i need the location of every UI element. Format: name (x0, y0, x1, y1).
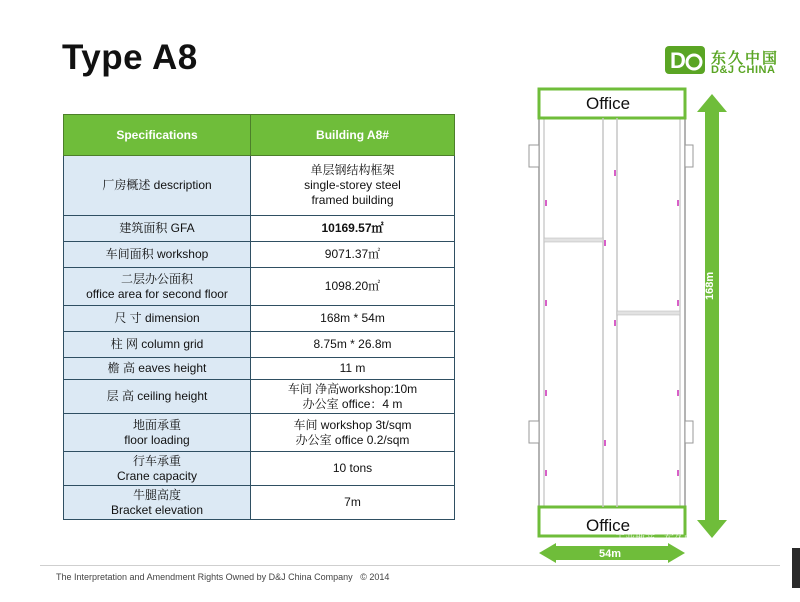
spec-key-line: office area for second floor (86, 286, 228, 301)
footer-divider (40, 565, 780, 566)
office-top-label: Office (586, 94, 631, 113)
spec-key-line: floor loading (124, 432, 190, 447)
cross-connector-2 (617, 311, 680, 315)
buttress-r2 (685, 421, 693, 443)
spec-value-line: 1098.20㎡ (324, 279, 381, 293)
width-label: 54m (599, 548, 622, 560)
footer-copyright: © 2014 (360, 572, 390, 582)
spec-value-line: 7m (344, 495, 361, 509)
spec-value-line: 车间 workshop 3t/sqm (293, 417, 412, 432)
footer-text: The Interpretation and Amendment Rights Owned by D&J China Company (56, 572, 353, 582)
spec-value-line: 办公室 office 0.2/sqm (295, 432, 410, 447)
spec-key-line: 柱 网 column grid (110, 337, 204, 351)
page-title: Type A8 (62, 38, 198, 77)
office-bottom-label: Office (586, 516, 631, 535)
logo-cn-text: 东久中国 (711, 49, 780, 67)
svg-text:D: D (670, 48, 686, 73)
length-label: 168m (704, 271, 716, 300)
spec-key-line: 二层办公面积 (120, 271, 193, 286)
spec-value-line: 办公室 office：4 m (302, 396, 403, 411)
spec-value-line: 单层钢结构框架 (310, 163, 395, 177)
header-specifications: Specifications (64, 115, 251, 156)
spec-key-line: 厂房概述 description (102, 178, 212, 192)
spec-key-line: 檐 高 eaves height (107, 361, 207, 375)
spec-key-line: 车间面积 workshop (105, 247, 209, 261)
footer (56, 572, 389, 582)
edge-strip (792, 548, 800, 588)
buttress-l2 (529, 421, 539, 443)
header-building: Building A8# (251, 115, 455, 156)
spec-key-line: 牛腿高度 (132, 487, 181, 502)
spec-key-line: 建筑面积 GFA (119, 221, 195, 235)
spec-key-line: 尺 寸 dimension (114, 311, 200, 325)
watermark: 工业地产 · 东久中国 (615, 534, 704, 545)
spec-value-line: 168m * 54m (320, 311, 385, 325)
spec-value-line: 10169.57㎡ (321, 221, 384, 235)
spec-key-line: 地面承重 (132, 417, 181, 432)
buttress-l1 (529, 145, 539, 167)
spec-value-line: framed building (311, 193, 394, 207)
spec-value-line: 车间 净高workshop:10m (287, 381, 418, 396)
spec-key-line: Bracket elevation (110, 502, 204, 517)
spec-value-line: 10 tons (332, 461, 373, 475)
spec-key-line: Crane capacity (116, 468, 198, 483)
spec-key-line: 层 高 ceiling height (106, 389, 208, 403)
spec-key-line: 行车承重 (132, 453, 181, 468)
logo-en-text: D&J CHINA (711, 64, 776, 76)
spec-value-line: 9071.37㎡ (324, 247, 381, 261)
dimension-arrow-168 (697, 94, 727, 538)
spec-value-line: single-storey steel (304, 178, 401, 192)
spec-value-line: 8.75m * 26.8m (313, 337, 392, 351)
spec-value-line: 11 m (339, 361, 366, 375)
buttress-r1 (685, 145, 693, 167)
cross-connector-1 (544, 238, 603, 242)
